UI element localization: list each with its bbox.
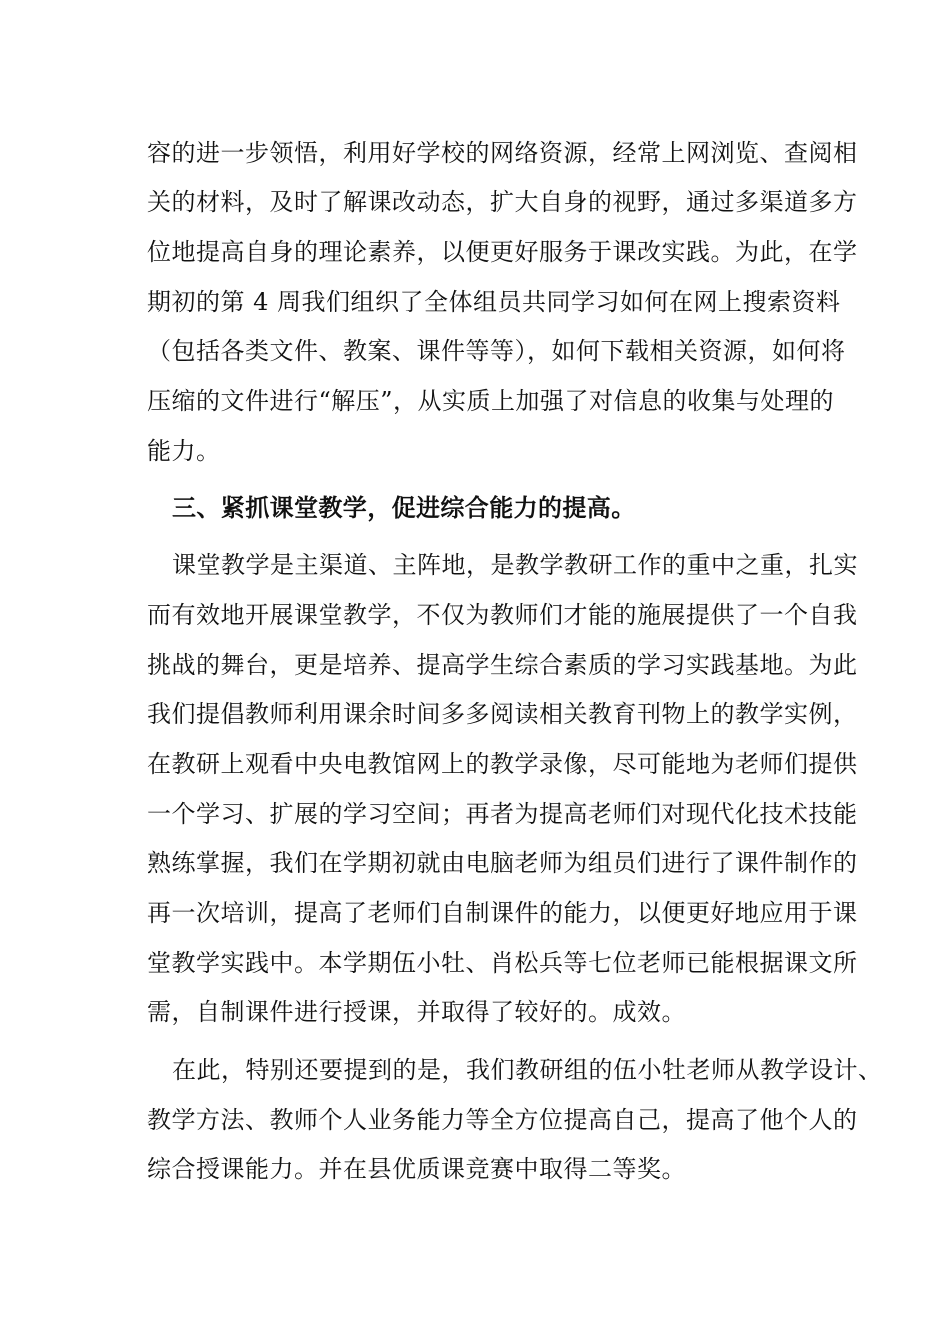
text-line: （包括各类文件、教案、课件等等），如何下载相关资源，如何将 bbox=[147, 337, 846, 365]
text-line: 而有效地开展课堂教学，不仅为教师们才能的施展提供了一个自我 bbox=[147, 601, 858, 629]
text-line: 我们提倡教师利用课余时间多多阅读相关教育刊物上的教学实例， bbox=[147, 700, 858, 728]
text-line: 压缩的文件进行“解压”，从实质上加强了对信息的收集与处理的 bbox=[147, 387, 835, 415]
text-line: 能力。 bbox=[147, 437, 221, 465]
text-line: 在教研上观看中央电教馆网上的教学录像，尽可能地为老师们提供 bbox=[147, 750, 858, 778]
text-line: 综合授课能力。并在县优质课竞赛中取得二等奖。 bbox=[147, 1155, 686, 1183]
text-line: 再一次培训，提高了老师们自制课件的能力，以便更好地应用于课 bbox=[147, 899, 858, 927]
text-line: 挑战的舞台，更是培养、提高学生综合素质的学习实践基地。为此 bbox=[147, 651, 858, 679]
text-line: 需，自制课件进行授课，并取得了较好的。成效。 bbox=[147, 998, 686, 1026]
text-line: 关的材料，及时了解课改动态，扩大自身的视野，通过多渠道多方 bbox=[147, 188, 858, 216]
text-line: 在此，特别还要提到的是，我们教研组的伍小牡老师从教学设计、 bbox=[172, 1056, 883, 1084]
text-line: 课堂教学是主渠道、主阵地，是教学教研工作的重中之重，扎实 bbox=[172, 551, 858, 579]
text-line: 堂教学实践中。本学期伍小牡、肖松兵等七位老师已能根据课文所 bbox=[147, 949, 858, 977]
text-line: 位地提高自身的理论素养，以便更好服务于课改实践。为此，在学 bbox=[147, 238, 858, 266]
text-line: 熟练掌握，我们在学期初就由电脑老师为组员们进行了课件制作的 bbox=[147, 849, 858, 877]
text-line: 教学方法、教师个人业务能力等全方位提高自己，提高了他个人的 bbox=[147, 1106, 858, 1134]
text-line: 一个学习、扩展的学习空间；再者为提高老师们对现代化技术技能 bbox=[147, 800, 858, 828]
section-heading: 三、紧抓课堂教学，促进综合能力的提高。 bbox=[172, 493, 636, 522]
text-line: 容的进一步领悟，利用好学校的网络资源，经常上网浏览、查阅相 bbox=[147, 139, 858, 167]
text-line: 期初的第 4 周我们组织了全体组员共同学习如何在网上搜索资料 bbox=[147, 288, 841, 316]
